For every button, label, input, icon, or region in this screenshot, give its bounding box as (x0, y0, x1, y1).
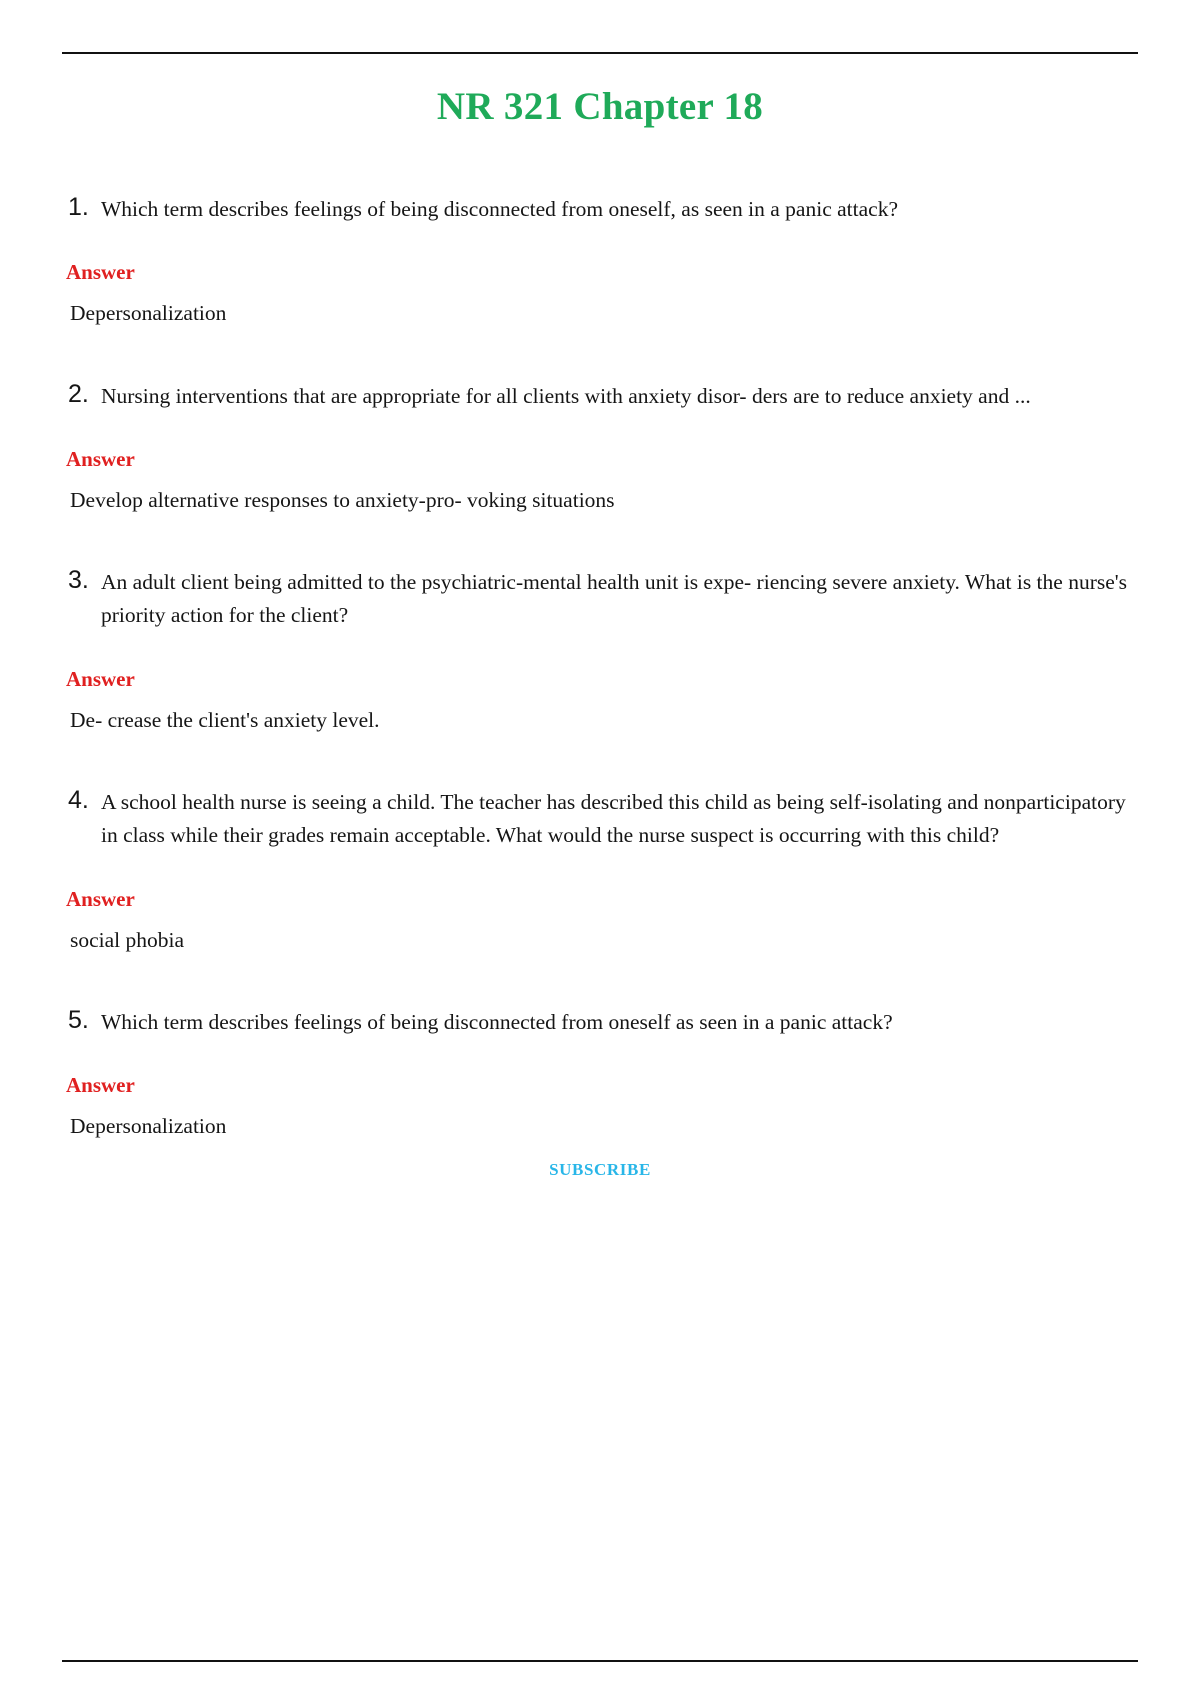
subscribe-link[interactable]: SUBSCRIBE (549, 1160, 651, 1180)
qa-item-1 (62, 191, 1138, 330)
qa-item-2 (62, 378, 1138, 517)
section-spacer (62, 744, 1138, 784)
answer-text: De- crease the client's anxiety level. (70, 707, 380, 732)
section-spacer (62, 964, 1138, 1004)
question-5 (68, 1004, 1138, 1039)
question-text: A school health nurse is seeing a child. The teacher has described this child as being self-isolating and nonparticipatory in class while their grades remain acceptable. What would the nurse suspect is occurring with this child? (101, 790, 1126, 848)
question-number: 2. (68, 379, 89, 408)
question-2 (68, 378, 1138, 413)
answer-label: Answer (66, 666, 135, 691)
answer-text: Develop alternative responses to anxiety-pro- voking situations (70, 487, 615, 512)
section-spacer (62, 338, 1138, 378)
question-number: 4. (68, 786, 89, 814)
answer-label: Answer (66, 1073, 135, 1098)
question-1 (68, 191, 1138, 226)
question-number: 1. (68, 193, 89, 221)
document-content (62, 52, 1138, 1652)
qa-item-3 (62, 564, 1138, 736)
question-number: 5. (68, 1005, 89, 1034)
question-number: 3. (68, 566, 89, 595)
question-text: Nursing interventions that are appropriate for all clients with anxiety disor- ders are to reduce anxiety and ... (101, 383, 1031, 408)
page-title: NR 321 Chapter 18 (436, 85, 764, 128)
question-text: Which term describes feelings of being disconnected from oneself, as seen in a panic attack? (101, 197, 898, 221)
question-4 (68, 784, 1138, 853)
question-3 (68, 564, 1138, 633)
answer-text: social phobia (70, 927, 185, 952)
answer-text: Depersonalization (70, 301, 227, 326)
qa-list (62, 191, 1138, 1142)
bottom-divider (62, 1660, 1138, 1662)
top-divider (62, 52, 1138, 54)
qa-item-5 (62, 1004, 1138, 1143)
answer-text: Depersonalization (70, 1114, 227, 1139)
question-text: An adult client being admitted to the psychiatric-mental health unit is expe- riencing severe anxiety. What is the nurse's priority action for the client? (101, 570, 1128, 628)
answer-label: Answer (66, 446, 135, 471)
answer-label: Answer (66, 886, 135, 911)
qa-item-4 (62, 784, 1138, 956)
section-spacer (62, 524, 1138, 564)
answer-label: Answer (66, 260, 135, 285)
question-text: Which term describes feelings of being disconnected from oneself as seen in a panic attack? (101, 1009, 893, 1034)
